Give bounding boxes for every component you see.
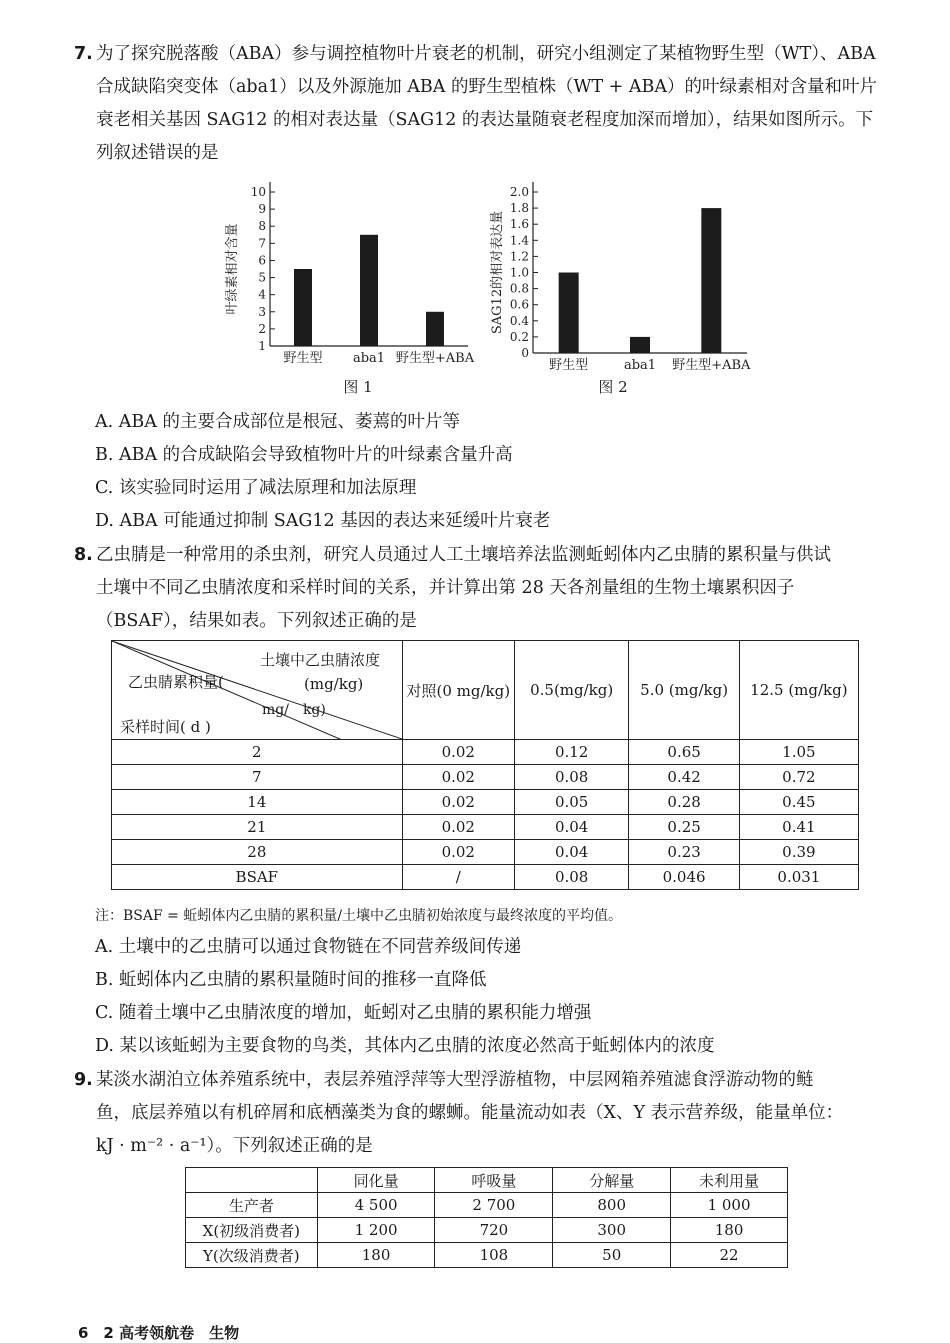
y-tick-label: 9 <box>258 202 266 217</box>
y-tick-label: 1.6 <box>509 217 529 232</box>
option-d[interactable]: D. 某以该蚯蚓为主要食物的鸟类，其体内乙虫腈的浓度必然高于蚯蚓体内的浓度 <box>95 1036 715 1056</box>
y-tick-label: 10 <box>250 185 266 199</box>
bar-野生型 <box>294 269 312 346</box>
table-row: BSAF / 0.08 0.046 0.031 <box>112 865 859 890</box>
option-b[interactable]: B. ABA 的合成缺陷会导致植物叶片的叶绿素含量升高 <box>95 445 513 465</box>
y-axis-label: 叶绿素相对含量 <box>225 223 240 315</box>
y-tick-label: 0.6 <box>509 297 529 312</box>
option-a[interactable]: A. ABA 的主要合成部位是根冠、萎蔫的叶片等 <box>95 412 460 432</box>
table-row: 7 0.02 0.08 0.42 0.72 <box>112 765 859 790</box>
table-row: Y(次级消费者) 180 108 50 22 <box>186 1243 788 1268</box>
y-tick-label: 2.0 <box>509 185 529 199</box>
accumulation-table <box>111 640 859 890</box>
y-tick-label: 0 <box>521 346 529 360</box>
question-stem: 为了探究脱落酸（ABA）参与调控植物叶片衰老的机制，研究小组测定了某植物野生型（WT）、ABA 合成缺陷突变体（aba1）以及外源施加 ABA 的野生型植株（WT + ABA）的叶绿素相对含量和叶片 衰老相关基因 SAG12 的相对表达量（SAG12 的表达量随衰老程度加深而增加），结果如图所示。下 列叙述错误的是 <box>96 44 878 163</box>
question-7 <box>74 38 884 170</box>
y-tick-label: 3 <box>258 304 266 319</box>
y-axis-label: SAG12的相对表达量 <box>490 210 505 335</box>
table-row: 21 0.02 0.04 0.25 0.41 <box>112 815 859 840</box>
y-tick-label: 1.8 <box>509 201 529 216</box>
option-c[interactable]: C. 该实验同时运用了减法原理和加法原理 <box>95 478 417 498</box>
y-tick-label: 7 <box>258 236 266 251</box>
column-header: 0.5(mg/kg) <box>514 641 629 740</box>
table-header-row: 同化量 呼吸量 分解量 未利用量 <box>186 1168 788 1193</box>
bar-aba1 <box>360 235 378 346</box>
y-tick-label: 2 <box>258 321 266 336</box>
y-tick-label: 4 <box>258 287 266 302</box>
column-header: 对照(0 mg/kg) <box>402 641 514 740</box>
y-tick-label: 6 <box>258 253 266 268</box>
y-tick-label: 0.2 <box>509 329 529 344</box>
x-category-label: aba1 <box>623 358 657 373</box>
column-header: 5.0 (mg/kg) <box>629 641 739 740</box>
y-tick-label: 8 <box>258 219 266 234</box>
page-footer: 6 2 高考领航卷 生物 <box>78 1324 240 1342</box>
chart-figure-1 <box>218 178 478 398</box>
option-b[interactable]: B. 蚯蚓体内乙虫腈的累积量随时间的推移一直降低 <box>95 970 487 990</box>
bar-aba1 <box>630 337 650 353</box>
x-category-label: 野生型+ABA <box>395 351 475 366</box>
bar-野生型 <box>559 273 579 354</box>
question-9 <box>74 1064 884 1163</box>
x-category-label: 野生型 <box>283 351 323 366</box>
table-row: X(初级消费者) 1 200 720 300 180 <box>186 1218 788 1243</box>
table-note: 注：BSAF = 蚯蚓体内乙虫腈的累积量/土壤中乙虫腈初始浓度与最终浓度的平均值。 <box>95 908 623 924</box>
energy-flow-table <box>185 1167 788 1268</box>
y-tick-label: 0.8 <box>509 281 529 296</box>
option-a[interactable]: A. 土壤中的乙虫腈可以通过食物链在不同营养级间传递 <box>95 937 522 957</box>
table-row: 14 0.02 0.05 0.28 0.45 <box>112 790 859 815</box>
table-row: 2 0.02 0.12 0.65 1.05 <box>112 740 859 765</box>
chart-title: 图 1 <box>343 378 373 396</box>
table-corner-header: 土壤中乙虫腈浓度 (mg/kg) 乙虫腈累积量( mg/ kg) 采样时间( d ) <box>112 641 403 740</box>
question-number: 9. <box>74 1070 93 1090</box>
bar-野生型+ABA <box>426 312 444 346</box>
y-tick-label: 0.4 <box>509 313 529 328</box>
question-number: 8. <box>74 545 93 565</box>
x-category-label: 野生型 <box>549 358 589 373</box>
question-number: 7. <box>74 44 93 64</box>
question-stem: 乙虫腈是一种常用的杀虫剂，研究人员通过人工土壤培养法监测蚯蚓体内乙虫腈的累积量与供试 土壤中不同乙虫腈浓度和采样时间的关系，并计算出第 28 天各剂量组的生物土壤累积因子 （BSAF），结果如表。下列叙述正确的是 <box>96 545 831 631</box>
y-tick-label: 1 <box>258 339 266 353</box>
chart-title: 图 2 <box>598 378 628 396</box>
question-8 <box>74 539 884 638</box>
y-tick-label: 1.0 <box>509 265 529 280</box>
x-category-label: aba1 <box>352 351 386 366</box>
chart-figure-2 <box>485 178 755 398</box>
x-category-label: 野生型+ABA <box>672 358 751 373</box>
option-c[interactable]: C. 随着土壤中乙虫腈浓度的增加，蚯蚓对乙虫腈的累积能力增强 <box>95 1003 592 1023</box>
y-tick-label: 1.2 <box>509 249 529 264</box>
y-tick-label: 1.4 <box>509 233 529 248</box>
table-row: 28 0.02 0.04 0.23 0.39 <box>112 840 859 865</box>
table-row: 生产者 4 500 2 700 800 1 000 <box>186 1193 788 1218</box>
question-stem: 某淡水湖泊立体养殖系统中，表层养殖浮萍等大型浮游植物，中层网箱养殖滤食浮游动物的鲢 鱼，底层养殖以有机碎屑和底栖藻类为食的螺蛳。能量流动如表（X、Y 表示营养级，能量单位： kJ · m⁻² · a⁻¹）。下列叙述正确的是 <box>96 1070 844 1156</box>
column-header: 12.5 (mg/kg) <box>739 641 858 740</box>
y-tick-label: 5 <box>258 270 266 285</box>
bar-野生型+ABA <box>701 208 721 353</box>
option-d[interactable]: D. ABA 可能通过抑制 SAG12 基因的表达来延缓叶片衰老 <box>95 511 551 531</box>
